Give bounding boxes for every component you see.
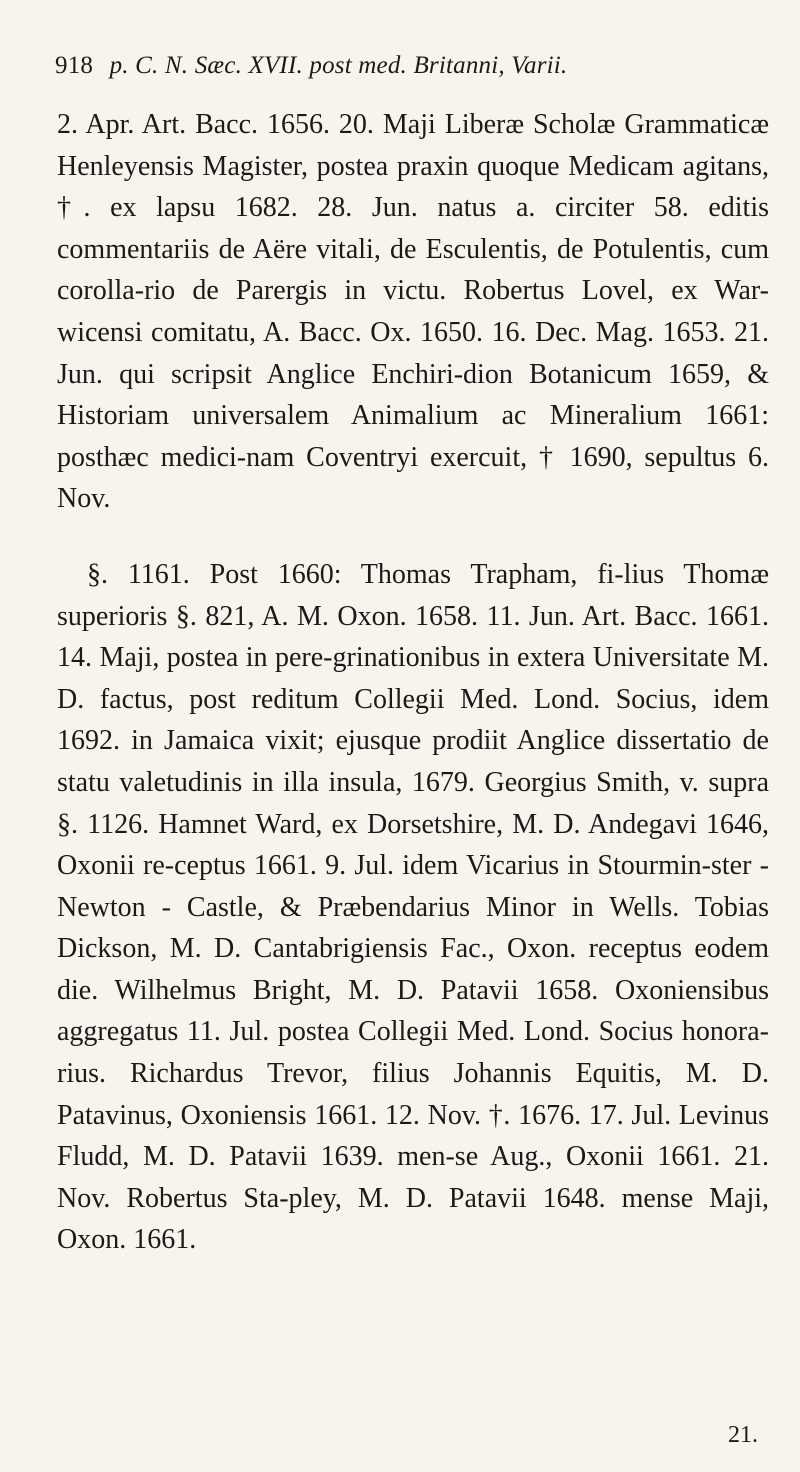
page-number: 918	[55, 52, 94, 79]
paragraph-1: 2. Apr. Art. Bacc. 1656. 20. Maji Liberæ Scholæ Grammaticæ Henleyensis Magister, postea praxin quoque Medicam agitans, †. ex lapsu 1682. 28. Jun. natus a. circiter 58. editis commentariis de Aëre vitali, de Esculentis, de Potulentis, cum corolla-rio de Parergis in victu. Robertus Lovel, ex War-wicensi comitatu, A. Bacc. Ox. 1650. 16. Dec. Mag. 1653. 21. Jun. qui scripsit Anglice Enchiri-dion Botanicum 1659, & Historiam universalem Animalium ac Mineralium 1661: posthæc medici-nam Coventryi exercuit, † 1690, sepultus 6. Nov.	[57, 109, 769, 515]
running-title: p. C. N. Sæc. XVII. post med. Britanni, Varii.	[109, 52, 568, 79]
paragraph-2: §. 1161. Post 1660: Thomas Trapham, fi-lius Thomæ superioris §. 821, A. M. Oxon. 1658. 11. Jun. Art. Bacc. 1661. 14. Maji, postea in pere-grinationibus in extera Universitate M. D. factus, post reditum Collegii Med. Lond. Socius, idem 1692. in Jamaica vixit; ejusque prodiit Anglice dissertatio de statu valetudinis in illa insula, 1679. Georgius Smith, v. supra §. 1126. Hamnet Ward, ex Dorsetshire, M. D. Andegavi 1646, Oxonii re-ceptus 1661. 9. Jul. idem Vicarius in Stourmin-ster - Newton - Castle, & Præbendarius Minor in Wells. Tobias Dickson, M. D. Cantabrigiensis Fac., Oxon. receptus eodem die. Wilhelmus Bright, M. D. Patavii 1658. Oxoniensibus aggregatus 11. Jul. postea Collegii Med. Lond. Socius honora-rius. Richardus Trevor, filius Johannis Equitis, M. D. Patavinus, Oxoniensis 1661. 12. Nov. †. 1676. 17. Jul. Levinus Fludd, M. D. Patavii 1639. men-se Aug., Oxonii 1661. 21. Nov. Robertus Sta-pley, M. D. Patavii 1648. mense Maji, Oxon. 1661.	[57, 558, 769, 1256]
catchword: 21.	[728, 1422, 758, 1448]
running-head	[55, 52, 567, 80]
text-body	[57, 104, 769, 1261]
